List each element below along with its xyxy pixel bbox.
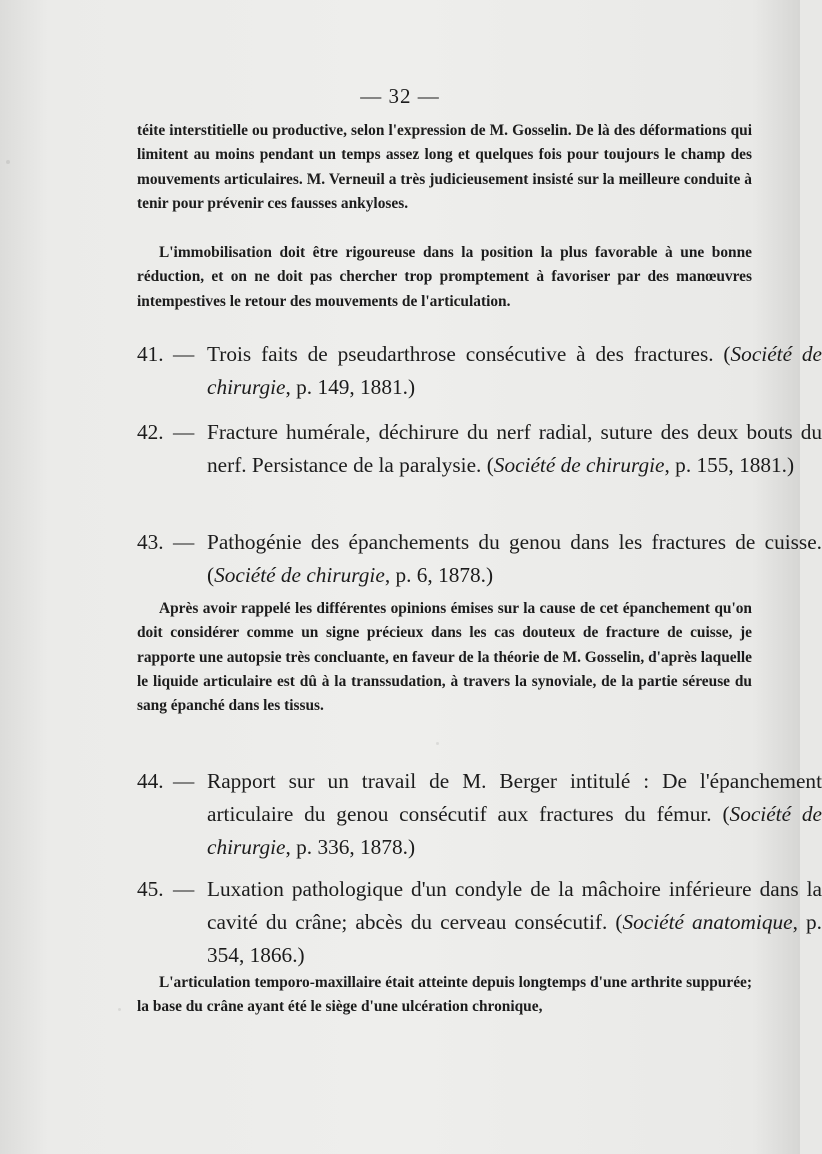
entry-number: 41. [137,342,164,366]
page-speck [6,160,10,164]
intro-paragraph-continued: téite interstitielle ou productive, selon l'expression de M. Gosselin. De là des déformations qui limitent au moins pendant un temps assez long et quelques fois pour toujours le champ des mouvements articulaires. M. Verneuil a très judicieusement insisté sur la meilleure conduite à tenir pour prévenir ces fausses ankyloses. [137,122,752,212]
entry-dash: — [173,530,195,554]
entry-source: Société de chirurgie [207,802,822,859]
entry-number: 44. [137,769,164,793]
bibliography-entry-44: 44. — Rapport sur un travail de M. Berger intitulé : De l'épanchement articulaire du genou consécutif aux fractures du fémur. (Société de chirurgie, p. 336, 1878.) [137,765,822,864]
entry-details: p. 6, 1878. [395,563,486,587]
entry-number: 43. [137,530,164,554]
entry-details: p. 155, 1881. [675,453,787,477]
intro-paragraph-immobilisation: L'immobilisation doit être rigoureuse dans la position la plus favorable à une bonne réduction, et on ne doit pas chercher trop promptement à favoriser par des manœuvres intempestives le retour des mouvements de l'articulation. [137,244,752,310]
entry-title: Pathogénie des épanchements du genou dans les fractures de cuisse. [207,530,822,554]
entry-details: p. 354, 1866. [207,910,822,967]
entry-dash: — [173,769,195,793]
entry-43-comment: Après avoir rappelé les différentes opinions émises sur la cause de cet épanchement qu'on doit considérer comme un signe précieux dans les cas douteux de fracture de cuisse, je rapporte une autopsie très concluante, en faveur de la théorie de M. Gosselin, d'après laquelle le liquide articulaire est dû à la transsudation, à travers la synoviale, de la partie séreuse du sang épanché dans les tissus. [137,600,752,715]
entry-number: 45. [137,877,164,901]
entry-details: p. 149, 1881. [296,375,408,399]
entry-dash: — [173,420,195,444]
entry-title: Luxation pathologique d'un condyle de la mâchoire inférieure dans la cavité du crâne; abcès du cerveau consécutif. [207,877,822,934]
page-speck [118,1008,121,1011]
bibliography-entry-41: 41. — Trois faits de pseudarthrose consécutive à des fractures. (Société de chirurgie, p. 149, 1881.) [137,338,822,404]
entry-dash: — [173,877,195,901]
entry-title: Fracture humérale, déchirure du nerf radial, suture des deux bouts du nerf. Persistance de la paralysie. [207,420,822,477]
entry-title: Rapport sur un travail de M. Berger intitulé : De l'épanchement articulaire du genou consécutif aux fractures du fémur. [207,769,822,826]
bibliography-entry-43: 43. — Pathogénie des épanchements du genou dans les fractures de cuisse. (Société de chirurgie, p. 6, 1878.) [137,526,822,592]
entry-source: Société de chirurgie [207,342,822,399]
entry-dash: — [173,342,195,366]
entry-source: Société de chirurgie [493,453,665,477]
entry-45-comment: L'articulation temporo-maxillaire était atteinte depuis longtemps d'une arthrite suppurée; la base du crâne ayant été le siège d'une ulcération chronique, [137,974,752,1016]
entry-source: Société de chirurgie [214,563,385,587]
bibliography-entry-42: 42. — Fracture humérale, déchirure du nerf radial, suture des deux bouts du nerf. Persistance de la paralysie. (Société de chirurgie, p. 155, 1881.) [137,416,822,482]
page-number: — 32 — [360,84,440,108]
entry-source: Société anatomique [622,910,793,934]
page-speck [436,742,439,745]
bibliography-entry-45: 45. — Luxation pathologique d'un condyle de la mâchoire inférieure dans la cavité du crâne; abcès du cerveau consécutif. (Société anatomique, p. 354, 1866.) [137,873,822,972]
entry-details: p. 336, 1878. [296,835,408,859]
entry-title: Trois faits de pseudarthrose consécutive à des fractures. [207,342,714,366]
entry-number: 42. [137,420,164,444]
